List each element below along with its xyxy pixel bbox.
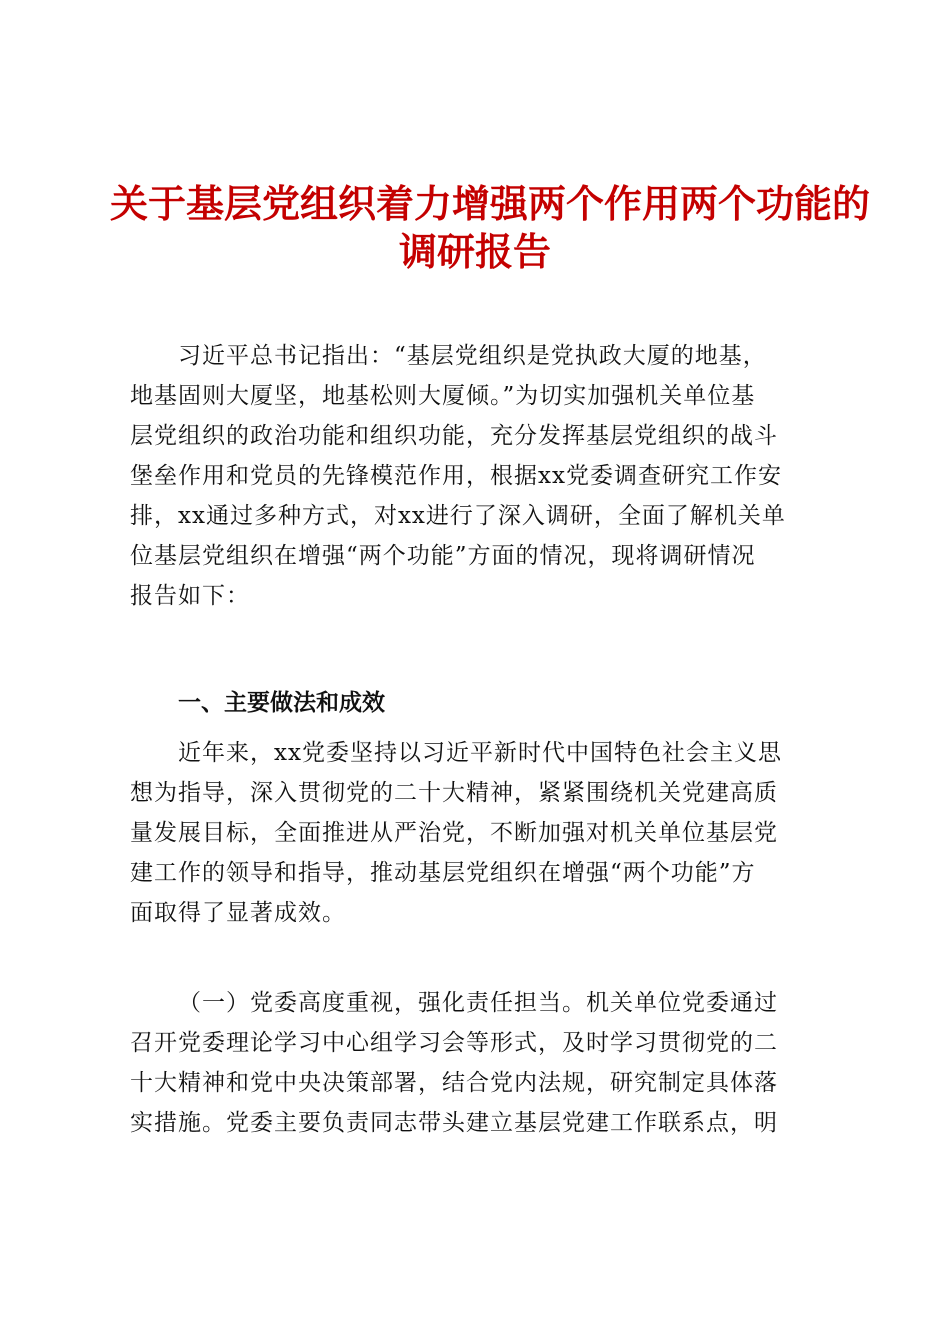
section-line: 近年来，xx党委坚持以习近平新时代中国特色社会主义思 <box>178 740 782 766</box>
intro-line: 地基固则大厦坚，地基松则大厦倾。”为切实加强机关单位基 <box>130 383 756 409</box>
intro-line: 习近平总书记指出：“基层党组织是党执政大厦的地基， <box>178 343 767 369</box>
document-title-line-1: 关于基层党组织着力增强两个作用两个功能的 <box>110 181 871 226</box>
intro-line: 层党组织的政治功能和组织功能，充分发挥基层党组织的战斗 <box>130 423 778 449</box>
section-line: 量发展目标，全面推进从严治党，不断加强对机关单位基层党 <box>130 820 778 846</box>
section-line: 想为指导，深入贯彻党的二十大精神，紧紧围绕机关党建高质 <box>130 780 778 806</box>
subsection-line: 十大精神和党中央决策部署，结合党内法规，研究制定具体落 <box>130 1070 778 1096</box>
section-paragraph <box>130 733 825 933</box>
subsection-line: 召开党委理论学习中心组学习会等形式，及时学习贯彻党的二 <box>130 1030 778 1056</box>
intro-paragraph <box>130 336 825 616</box>
section-line: 面取得了显著成效。 <box>130 900 346 926</box>
intro-line: 排，xx通过多种方式，对xx进行了深入调研，全面了解机关单 <box>130 503 786 529</box>
intro-line: 堡垒作用和党员的先锋模范作用，根据xx党委调查研究工作安 <box>130 463 782 489</box>
intro-line: 位基层党组织在增强“两个功能”方面的情况，现将调研情况 <box>130 543 756 569</box>
section-line: 建工作的领导和指导，推动基层党组织在增强“两个功能”方 <box>130 860 756 886</box>
subsection-line: （一）党委高度重视，强化责任担当。机关单位党委通过 <box>178 990 778 1016</box>
document-title-line-2: 调研报告 <box>398 229 551 274</box>
subsection-line: 实措施。党委主要负责同志带头建立基层党建工作联系点，明 <box>130 1110 778 1136</box>
intro-line: 报告如下： <box>130 583 250 609</box>
section-heading: 一、主要做法和成效 <box>178 690 385 716</box>
subsection-paragraph <box>130 983 825 1143</box>
